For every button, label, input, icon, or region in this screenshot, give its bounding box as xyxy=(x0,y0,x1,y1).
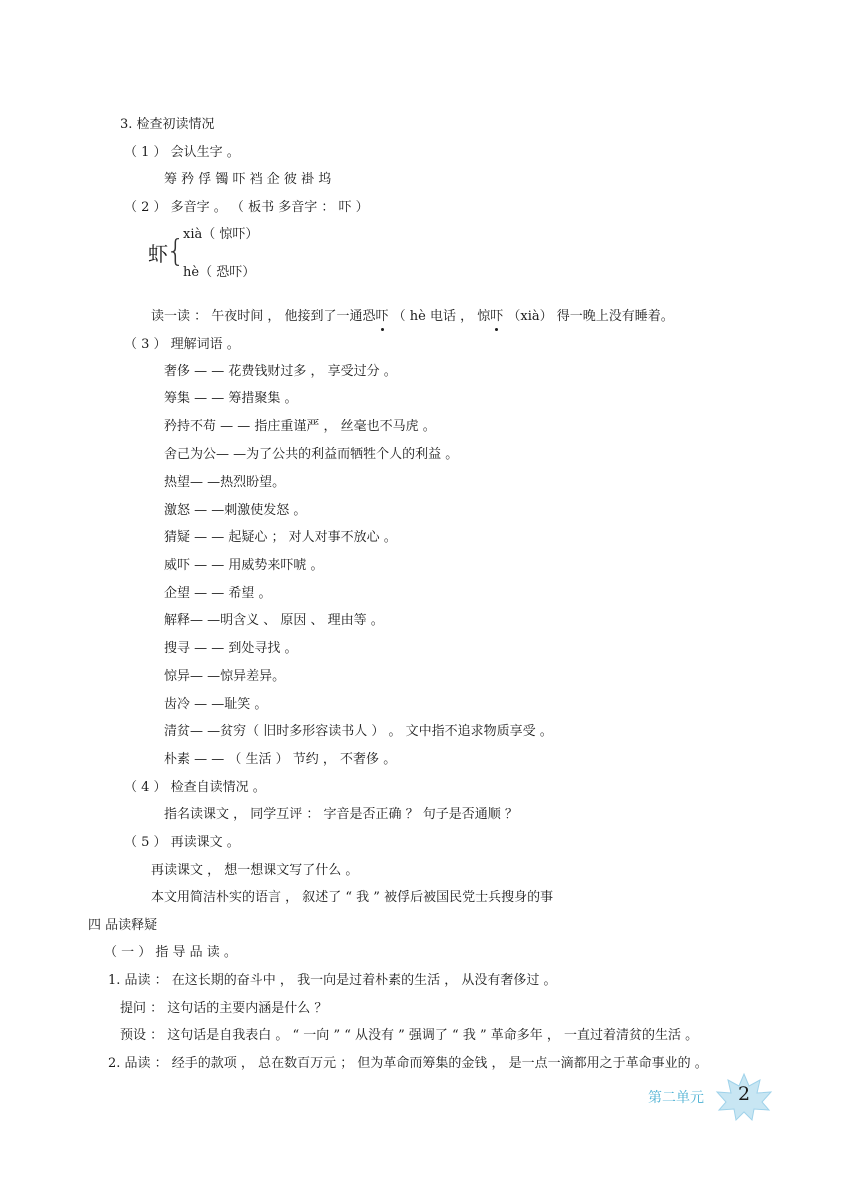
section-4-subheading: （ 一 ） 指 导 品 读 。 xyxy=(104,945,237,960)
vocab-item: 搜寻 — — 到处寻找 。 xyxy=(164,641,298,656)
vocab-item: 矜持不苟 — — 指庄重谨严 ， 丝毫也不马虎 。 xyxy=(164,419,436,434)
section-3-5-heading: （ 5 ） 再读课文 。 xyxy=(124,835,240,850)
section-3-1-heading: （ 1 ） 会认生字 。 xyxy=(124,145,240,160)
vocab-item: 筹集 — — 筹措聚集 。 xyxy=(164,391,298,406)
section-4-item-1-read: 1. 品读 ： 在这长期的奋斗中 ， 我一向是过着朴素的生活 ， 从没有奢侈过 。 xyxy=(108,973,557,988)
brace-glyph: { xyxy=(166,234,186,269)
new-characters-list: 筹 矜 俘 镯 吓 裆 企 彼 褂 坞 xyxy=(164,172,332,187)
section-3-5-line-1: 再读课文 ， 想一想课文写了什么 。 xyxy=(151,863,359,878)
section-4-title: 四 品读释疑 xyxy=(88,918,158,933)
vocab-item: 企望 — — 希望 。 xyxy=(164,586,272,601)
vocab-item: 猜疑 — — 起疑心 ； 对人对事不放心 。 xyxy=(164,530,397,545)
section-3-4-body: 指名读课文 ， 同学互评 ： 字音是否正确 ？ 句子是否通顺 ？ xyxy=(164,807,518,822)
polyphone-reading-xia: xià（ 惊吓） xyxy=(183,227,259,242)
section-4-item-1-preset: 预设 ： 这句话是自我表白 。 “ 一向 ” “ 从没有 ” 强调了 “ 我 ” 革命多年 ， 一直过着清贫的生活 。 xyxy=(120,1028,699,1043)
emphasis-dot-char: 吓 xyxy=(375,309,389,324)
vocab-item: 齿冷 — —耻笑 。 xyxy=(164,697,268,712)
vocab-item: 奢侈 — — 花费钱财过多 ， 享受过分 。 xyxy=(164,364,397,379)
footer-unit-label: 第二单元 xyxy=(648,1090,704,1106)
section-3-5-line-2: 本文用简洁朴实的语言 ， 叙述了 “ 我 ” 被俘后被国民党士兵搜身的事 xyxy=(151,890,554,905)
section-3-title: 3. 检查初读情况 xyxy=(120,117,215,132)
read-along-sentence: 读一读 ： 午夜时间 ， 他接到了一通恐吓 （ hè 电话 ， 惊吓 （xià） 得一晚上没有睡着。 xyxy=(151,309,674,324)
polyphone-reading-he: hè（ 恐吓） xyxy=(183,265,256,280)
section-4-item-1-question: 提问 ： 这句话的主要内涵是什么 ？ xyxy=(120,1001,328,1016)
page-number: 2 xyxy=(737,1083,751,1105)
vocab-item: 舍己为公— —为了公共的利益而牺牲个人的利益 。 xyxy=(164,447,459,462)
section-3-3-heading: （ 3 ） 理解词语 。 xyxy=(124,337,240,352)
section-3-2-heading: （ 2 ） 多音字 。 （ 板书 多音字 ： 吓 ） xyxy=(124,200,369,215)
polyphone-character: 虾 xyxy=(148,242,168,266)
section-4-item-2-read: 2. 品读 ： 经手的款项 ， 总在数百万元 ； 但为革命而筹集的金钱 ， 是一点一滴都用之于革命事业的 。 xyxy=(108,1056,708,1071)
vocab-item: 热望— —热烈盼望。 xyxy=(164,475,286,490)
vocab-item: 激怒 — —刺激使发怒 。 xyxy=(164,503,307,518)
vocab-item: 解释— —明含义 、 原因 、 理由等 。 xyxy=(164,613,384,628)
vocab-item: 朴素 — — （ 生活 ） 节约 ， 不奢侈 。 xyxy=(164,752,397,767)
vocab-item: 威吓 — — 用威势来吓唬 。 xyxy=(164,558,324,573)
vocab-item: 清贫— —贫穷（ 旧时多形容读书人 ） 。 文中指不追求物质享受 。 xyxy=(164,724,553,739)
section-3-4-heading: （ 4 ） 检查自读情况 。 xyxy=(124,780,266,795)
vocab-item: 惊异— —惊异差异。 xyxy=(164,669,286,684)
emphasis-dot-char: 吓 xyxy=(490,309,504,324)
